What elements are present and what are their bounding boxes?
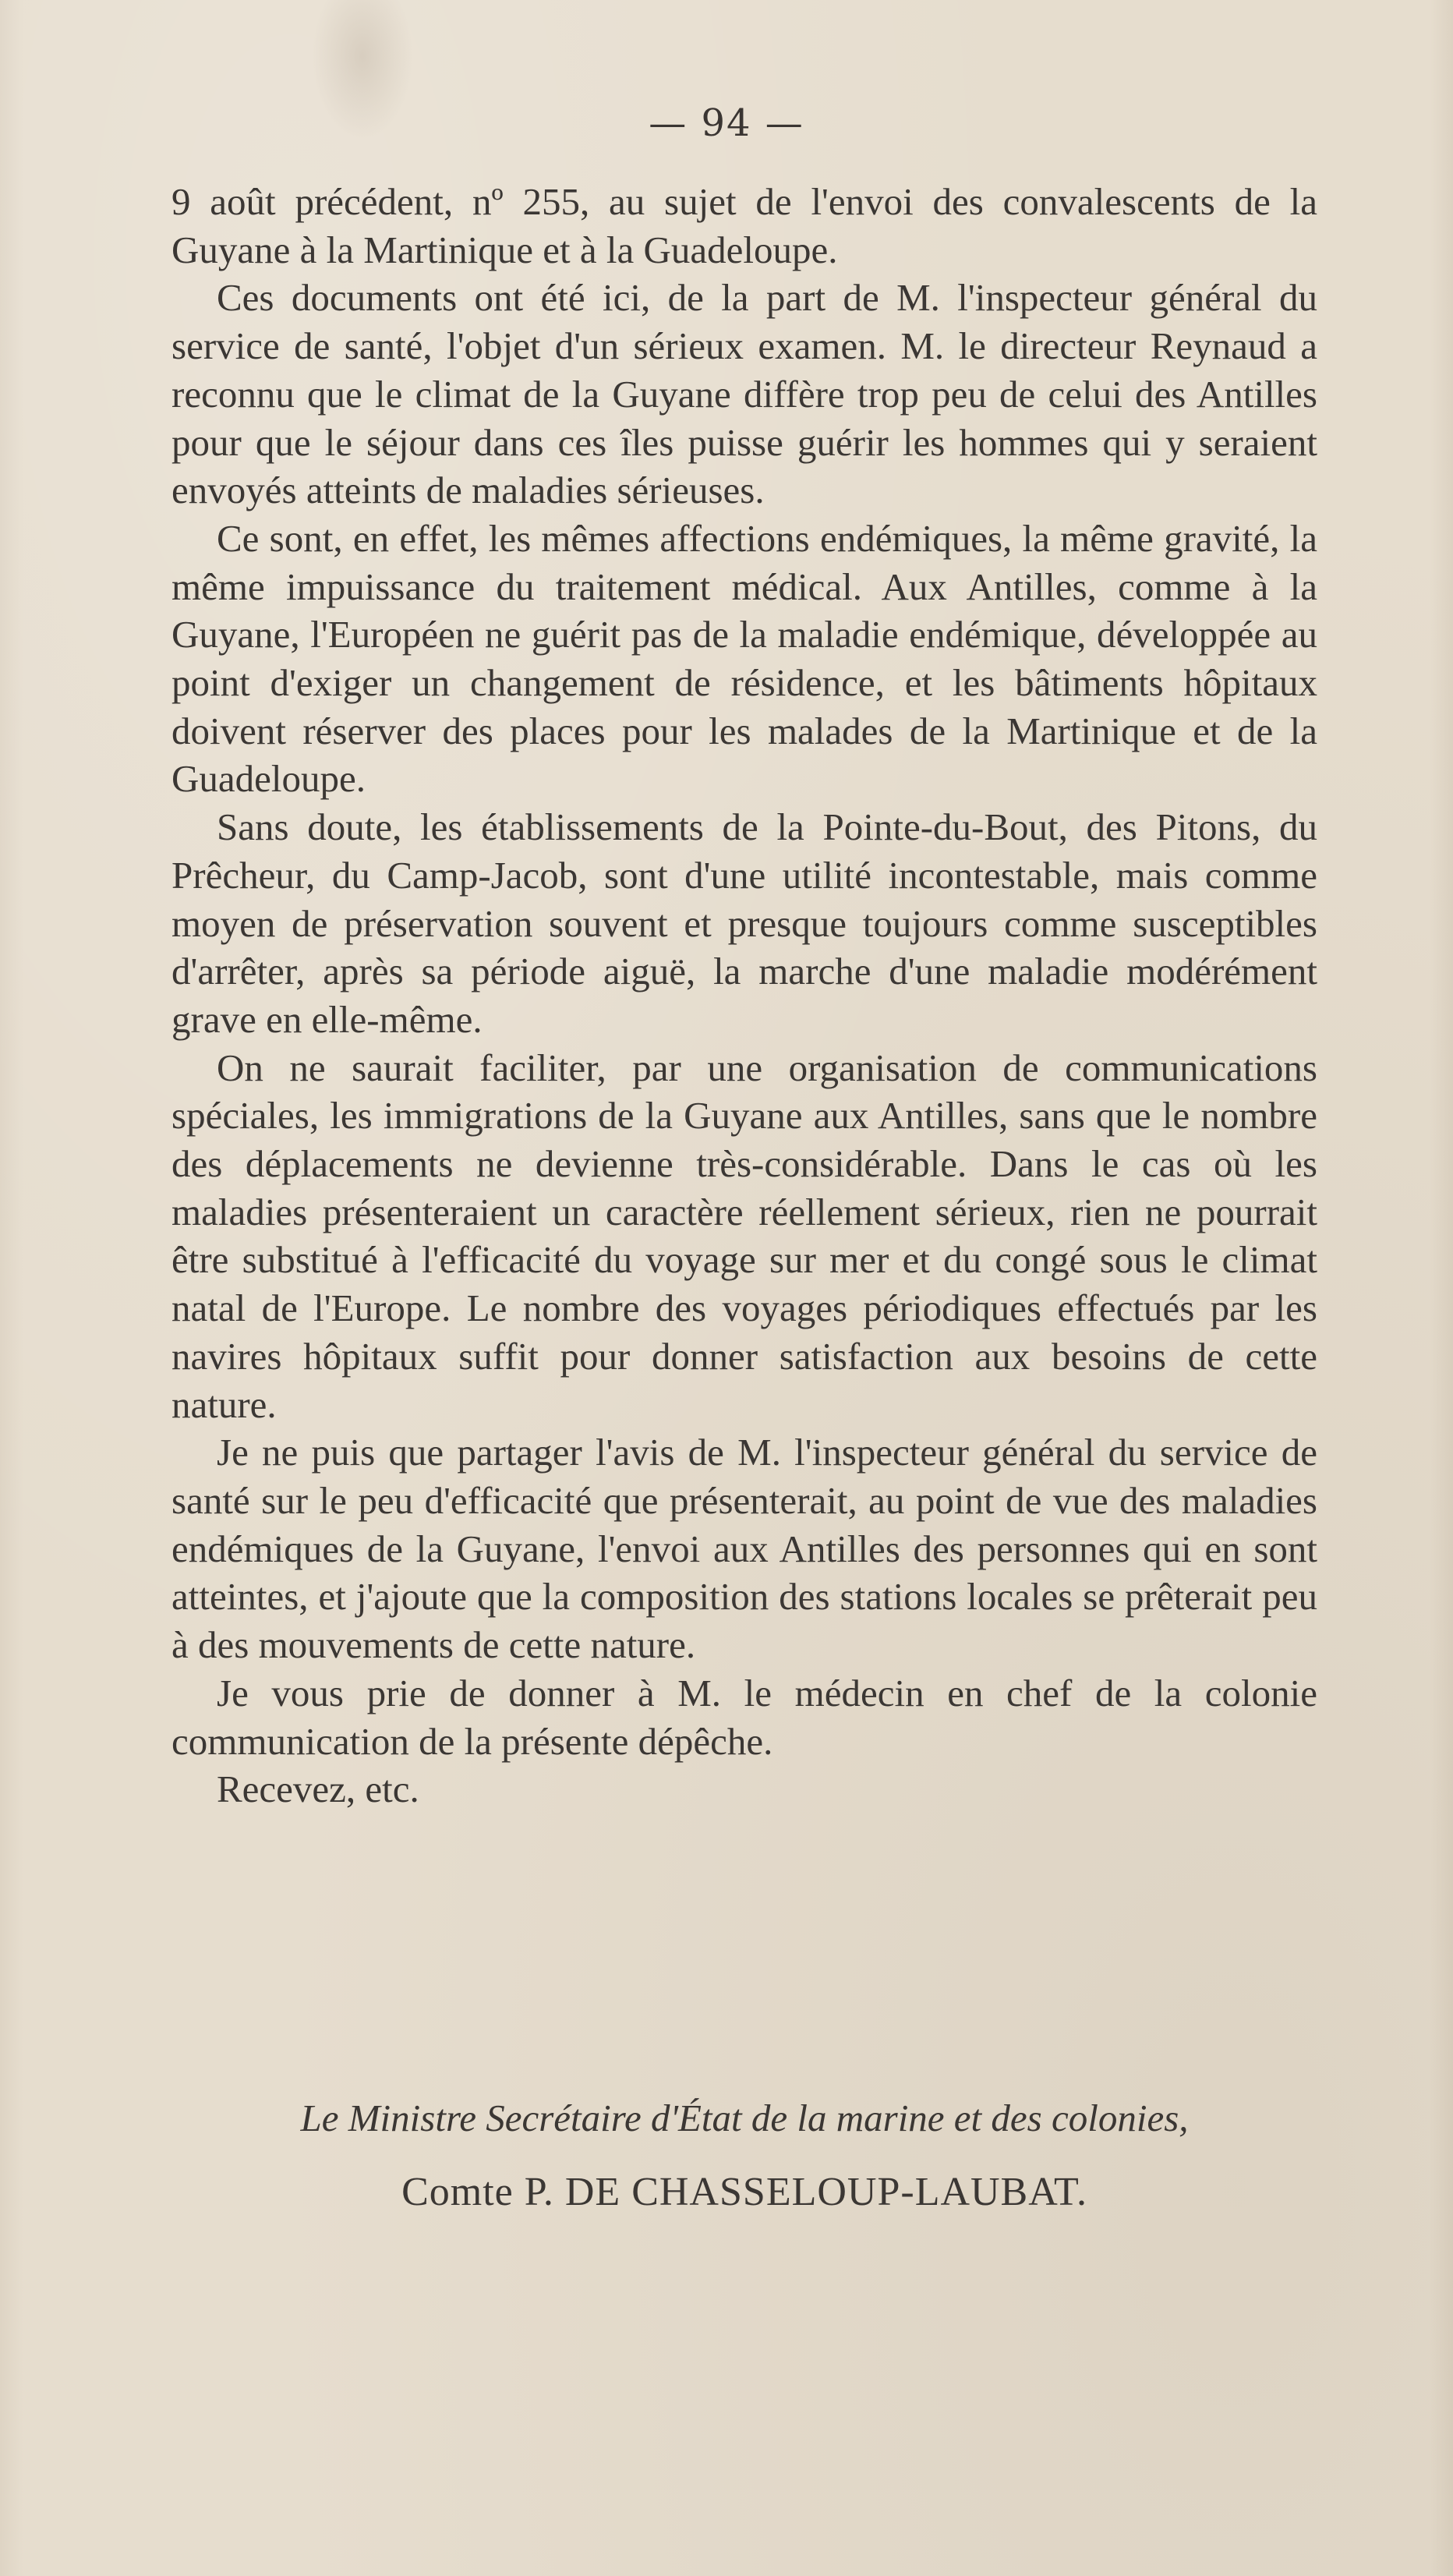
signature-name: Comte P. DE CHASSELOUP-LAUBAT.	[401, 2170, 1087, 2214]
paragraph: Recevez, etc.	[217, 1767, 419, 1811]
paragraph: Sans doute, les établissements de la Pointe-du-Bout, des Pitons, du Prêcheur, du Camp-Jacob, sont d'une utilité incontestable, mais comme moyen de préservation souvent et presque toujours comme susceptibles d'arrêter, après sa période aiguë, la marche d'une maladie modérément grave en elle-même.	[171, 805, 1317, 1041]
page-number: — 94 —	[649, 101, 804, 145]
paragraph: Je ne puis que partager l'avis de M. l'inspecteur général du service de santé sur le peu d'efficacité que présenterait, au point de vue des maladies endémiques de la Guyane, l'envoi aux Antilles des personnes qui en sont atteintes, et j'ajoute que la composition des stations locales se prêterait peu à des mouvements de cette nature.	[171, 1431, 1317, 1667]
paragraph: Ces documents ont été ici, de la part de M. l'inspecteur général du service de santé, l'objet d'un sérieux examen. M. le directeur Reynaud a reconnu que le climat de la Guyane diffère trop peu de celui des Antilles pour que le séjour dans ces îles puisse guérir les hommes qui y seraient envoyés atteints de maladies sérieuses.	[171, 276, 1317, 512]
paragraph: Ce sont, en effet, les mêmes affections endémiques, la même gravité, la même impuissance du traitement médical. Aux Antilles, comme à la Guyane, l'Européen ne guérit pas de la maladie endémique, développée au point d'exiger un changement de résidence, et les bâtiments hôpitaux doivent réserver des places pour les malades de la Martinique et de la Guadeloupe.	[171, 516, 1317, 801]
paragraph: On ne saurait faciliter, par une organisation de communications spéciales, les immigrations de la Guyane aux Antilles, sans que le nombre des déplacements ne devienne très-considérable. Dans le cas où les maladies présenteraient un caractère réellement sérieux, rien ne pourrait être substitué à l'efficacité du voyage sur mer et du congé sous le climat natal de l'Europe. Le nombre des voyages périodiques effectués par les navires hôpitaux suffit pour donner satisfaction aux besoins de cette nature.	[171, 1046, 1317, 1426]
signature-title: Le Ministre Secrétaire d'État de la marine et des colonies,	[300, 2097, 1189, 2139]
body-text	[171, 178, 1317, 1813]
paragraph: 9 août précédent, nº 255, au sujet de l'envoi des convalescents de la Guyane à la Martinique et à la Guadeloupe.	[171, 180, 1317, 271]
paragraph: Je vous prie de donner à M. le médecin en chef de la colonie communication de la présente dépêche.	[171, 1671, 1317, 1763]
